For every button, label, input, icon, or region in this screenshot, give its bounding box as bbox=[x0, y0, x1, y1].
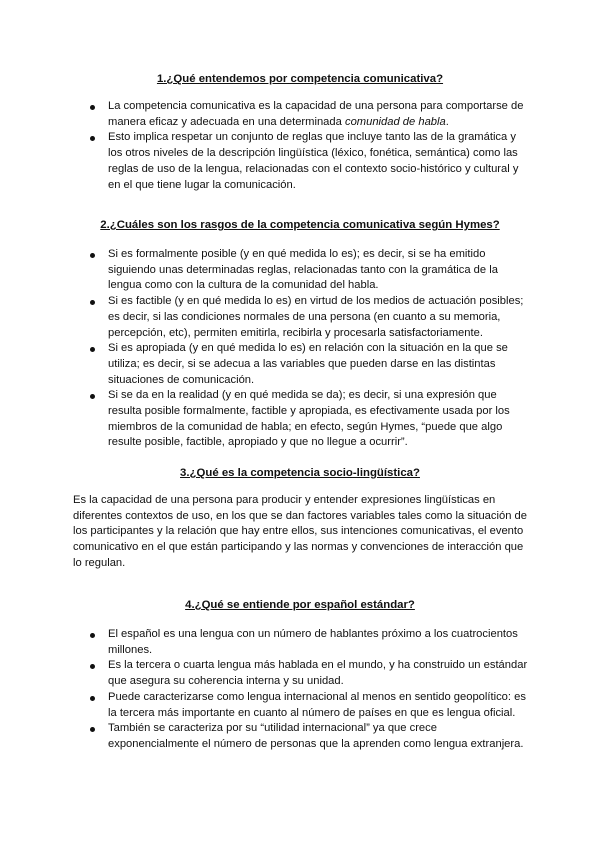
text-line: lo regulan. bbox=[73, 556, 126, 569]
list-item bbox=[73, 388, 523, 451]
text-line: exponencialmente el número de personas que la aprenden como lengua extranjera. bbox=[108, 737, 524, 750]
bullet-icon bbox=[90, 253, 95, 258]
text-line: Si se da en la realidad (y en qué medida se da); es decir, si una expresión que bbox=[108, 389, 497, 402]
text-line: percepción, etc), permiten emitirla, recibirla y procesarla satisfactoriamente. bbox=[108, 326, 483, 339]
list-item bbox=[73, 627, 527, 658]
bullet-list-section-4 bbox=[73, 627, 527, 753]
bullet-icon bbox=[90, 394, 95, 399]
text-line: millones. bbox=[108, 643, 153, 656]
list-item bbox=[73, 130, 523, 193]
text-line: diferentes contextos de uso, en los que se dan factores variables tales como la situación de bbox=[73, 509, 527, 522]
list-item bbox=[73, 294, 523, 341]
text-span: manera eficaz y adecuada en una determinada bbox=[108, 115, 345, 128]
text-line: resulte posible, factible, apropiado y que no llegue a ocurrir”. bbox=[108, 436, 408, 449]
text-line: También se caracteriza por su “utilidad internacional” ya que crece bbox=[108, 722, 437, 735]
text-line: comunicativo en el que están participando y las normas y convenciones de interacción que bbox=[73, 541, 524, 554]
italic-term: comunidad de habla bbox=[344, 115, 446, 128]
text-line: Si es factible (y en qué medida lo es) en virtud de los medios de actuación posibles; bbox=[108, 295, 524, 308]
text-line: Si es apropiada (y en qué medida lo es) en relación con la situación en la que se bbox=[108, 342, 508, 355]
text-line: es decir, si las condiciones normales de una persona (en cuanto a su memoria, bbox=[108, 310, 501, 323]
text-line: utiliza; es decir, si se adecua a las variables que pueden darse en las distintas bbox=[108, 357, 496, 370]
bullet-icon bbox=[90, 696, 95, 701]
bullet-icon bbox=[90, 136, 95, 141]
list-item bbox=[73, 658, 527, 689]
bullet-icon bbox=[90, 727, 95, 732]
heading-section-2: 2.¿Cuáles son los rasgos de la competencia comunicativa según Hymes? bbox=[100, 219, 500, 231]
text-line bbox=[108, 115, 523, 131]
bullet-icon bbox=[90, 347, 95, 352]
text-line: reglas de uso de la lengua, relacionadas con el contexto socio-histórico y cultural y bbox=[108, 162, 519, 175]
text-line: la tercera más importante en cuanto al número de países en que es lengua oficial. bbox=[108, 706, 516, 719]
bullet-list-section-1 bbox=[73, 99, 523, 193]
text-line: Esto implica respetar un conjunto de reglas que incluye tanto las de la gramática y bbox=[108, 131, 516, 144]
bullet-list-section-2 bbox=[73, 247, 523, 451]
text-line: Puede caracterizarse como lengua internacional al menos en sentido geopolítico: es bbox=[108, 690, 526, 703]
text-line: que asegura su coherencia interna y su unidad. bbox=[108, 675, 344, 688]
heading-section-1: 1.¿Qué entendemos por competencia comunicativa? bbox=[156, 73, 444, 85]
list-item bbox=[73, 721, 527, 752]
text-line: El español es una lengua con un número de hablantes próximo a los cuatrocientos bbox=[108, 628, 518, 640]
heading-section-4: 4.¿Qué se entiende por español estándar? bbox=[185, 599, 415, 611]
text-line: lengua como con la cultura de la comunidad del habla. bbox=[108, 279, 379, 292]
text-line: resulta posible formalmente, factible y apropiada, es efectivamente usada por los bbox=[108, 405, 510, 418]
text-line: siguiendo unas determinadas reglas, relacionadas tanto con la gramática de la bbox=[108, 263, 498, 276]
heading-section-3: 3.¿Qué es la competencia socio-lingüística? bbox=[180, 467, 420, 479]
text-line: los otros niveles de la descripción lingüística (léxico, fonética, semántica) como las bbox=[108, 147, 518, 160]
text-line: miembros de la comunidad de habla; en efecto, según Hymes, “puede que algo bbox=[108, 420, 503, 433]
list-item bbox=[73, 341, 523, 388]
text-line: Es la capacidad de una persona para producir y entender expresiones lingüísticas en bbox=[73, 494, 496, 506]
bullet-icon bbox=[90, 300, 95, 305]
text-line: situaciones de comunicación. bbox=[108, 373, 255, 386]
paragraph-section-3 bbox=[73, 493, 527, 572]
text-line: Si es formalmente posible (y en qué medida lo es); es decir, si se ha emitido bbox=[108, 248, 486, 260]
bullet-icon bbox=[90, 105, 95, 110]
text-line: Es la tercera o cuarta lengua más hablada en el mundo, y ha construido un estándar bbox=[108, 659, 528, 672]
text-line: los participantes y la relación que hay entre ellos, sus intenciones comunicativas, el evento bbox=[73, 525, 524, 538]
text-line: La competencia comunicativa es la capacidad de una persona para comportarse de bbox=[108, 100, 524, 112]
text-line: en el que tiene lugar la comunicación. bbox=[108, 178, 296, 191]
list-item bbox=[73, 247, 523, 294]
bullet-icon bbox=[90, 664, 95, 669]
text-span: . bbox=[445, 115, 449, 128]
list-item bbox=[73, 690, 527, 721]
bullet-icon bbox=[90, 633, 95, 638]
list-item bbox=[73, 99, 523, 130]
